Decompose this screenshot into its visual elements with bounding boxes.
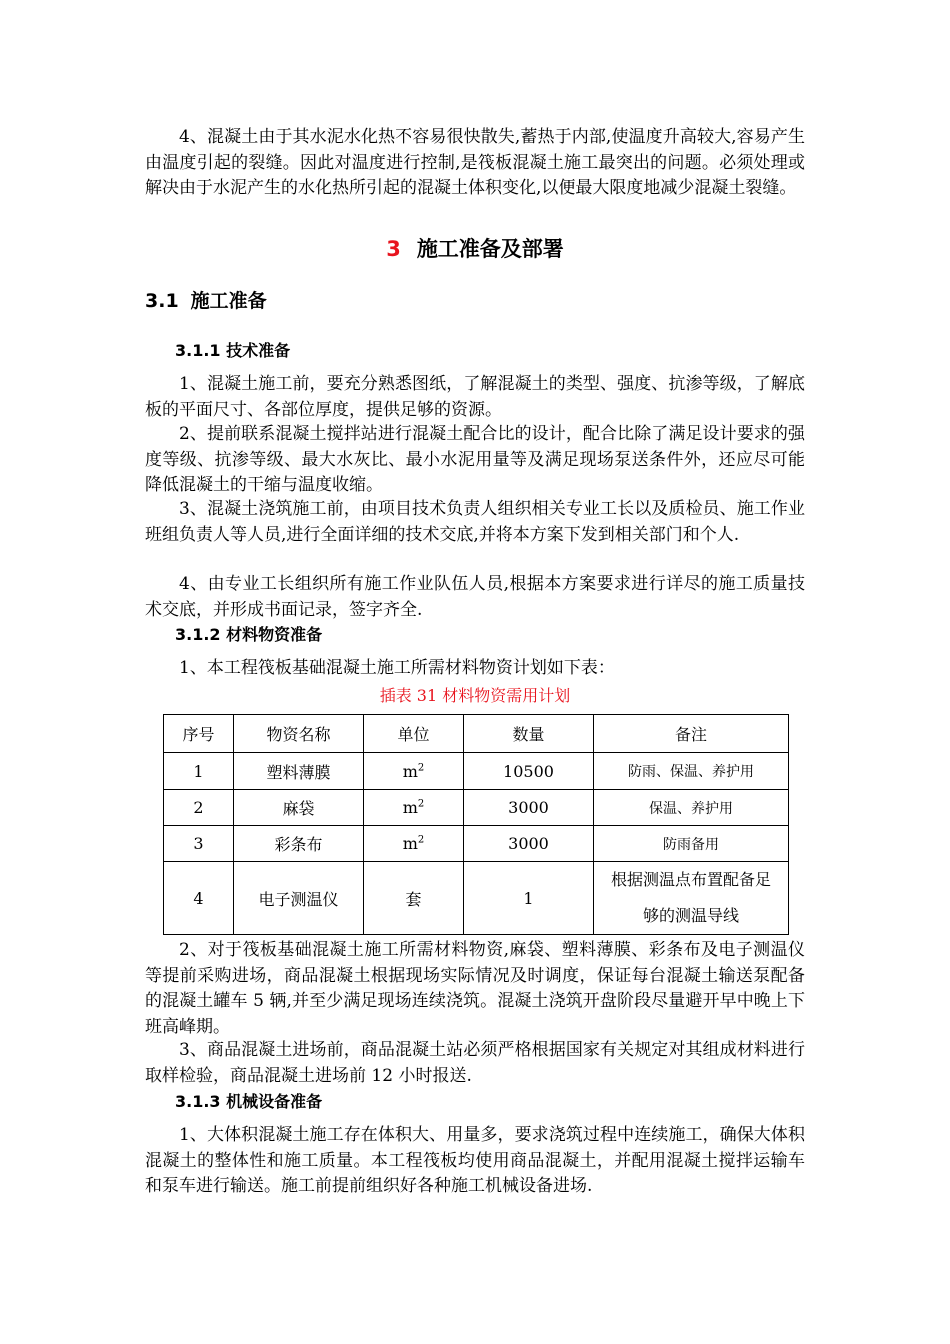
unit-text: m: [402, 761, 418, 781]
table-row: [164, 790, 789, 826]
subsection-material-prep: 3.1.2 材料物资准备: [175, 625, 323, 644]
cell-name: 麻袋: [234, 790, 364, 826]
header-cell: 数量: [464, 715, 594, 753]
cell-note: 防雨备用: [594, 826, 789, 862]
section-heading: [145, 286, 267, 313]
table-row: [164, 826, 789, 862]
paragraph-tech-2: 2、提前联系混凝土搅拌站进行混凝土配合比的设计，配合比除了满足设计要求的强度等级、抗渗等级、最大水灰比、最小水泥用量等及满足现场泵送条件外，还应尽可能降低混凝土的干缩与温度收缩。: [145, 424, 805, 495]
unit-text: m: [402, 798, 418, 817]
unit-superscript: 2: [417, 762, 425, 774]
cell-qty: 10500: [464, 753, 594, 790]
paragraph-material-3: 3、商品混凝土进场前，商品混凝土站必须严格根据国家有关规定对其组成材料进行取样检验，商品混凝土进场前 12 小时报送.: [145, 1040, 805, 1086]
header-cell: 序号: [164, 715, 234, 753]
table-row: [164, 753, 789, 790]
cell-note: 防雨、保温、养护用: [594, 753, 789, 790]
paragraph-temperature-cracks: 4、混凝土由于其水泥水化热不容易很快散失,蓄热于内部,使温度升高较大,容易产生由温度引起的裂缝。因此对温度进行控制,是筏板混凝土施工最突出的问题。必须处理或解决由于水泥产生的水化热所引起的混凝土体积变化,以便最大限度地减少混凝土裂缝。: [145, 127, 805, 198]
header-cell: 单位: [364, 715, 464, 753]
materials-table: [163, 714, 789, 935]
table-caption: 插表 31 材料物资需用计划: [379, 686, 571, 705]
subsection-technical-prep: 3.1.1 技术准备: [175, 341, 291, 360]
paragraph-machinery-1: 1、大体积混凝土施工存在体积大、用量多，要求浇筑过程中连续施工，确保大体积混凝土的整体性和施工质量。本工程筏板均使用商品混凝土，并配用混凝土搅拌运输车和泵车进行输送。施工前提前组织好各种施工机械设备进场.: [145, 1125, 805, 1196]
unit-superscript: 2: [417, 798, 425, 810]
section-number: 3.1: [145, 290, 179, 312]
chapter-title: 施工准备及部署: [416, 237, 564, 261]
table-row: [164, 862, 789, 935]
cell-unit: 套: [364, 862, 464, 935]
cell-note: 保温、养护用: [594, 790, 789, 826]
cell-no: 3: [164, 826, 234, 862]
section-title: 施工准备: [190, 290, 267, 312]
table-header-row: [164, 715, 789, 753]
unit-superscript: 2: [417, 834, 425, 846]
paragraph-tech-1: 1、混凝土施工前，要充分熟悉图纸，了解混凝土的类型、强度、抗渗等级，了解底板的平面尺寸、各部位厚度，提供足够的资源。: [145, 374, 805, 420]
cell-note: 根据测温点布置配备足够的测温导线: [594, 862, 789, 935]
paragraph-material-1: 1、本工程筏板基础混凝土施工所需材料物资计划如下表：: [179, 658, 615, 678]
cell-no: 4: [164, 862, 234, 935]
cell-no: 2: [164, 790, 234, 826]
header-cell: 备注: [594, 715, 789, 753]
chapter-heading: [0, 233, 950, 263]
paragraph-material-2: 2、对于筏板基础混凝土施工所需材料物资,麻袋、塑料薄膜、彩条布及电子测温仪等提前采购进场，商品混凝土根据现场实际情况及时调度，保证每台混凝土输送泵配备的混凝土罐车 5 辆,并至少满足现场连续浇筑。混凝土浇筑开盘阶段尽量避开早中晚上下班高峰期。: [145, 940, 805, 1037]
subsection-machinery-prep: 3.1.3 机械设备准备: [175, 1092, 323, 1111]
cell-unit: [364, 790, 464, 826]
chapter-number: 3: [386, 237, 401, 261]
cell-unit: [364, 826, 464, 862]
cell-qty: 3000: [464, 826, 594, 862]
cell-unit: [364, 753, 464, 790]
paragraph-tech-3: 3、混凝土浇筑施工前，由项目技术负责人组织相关专业工长以及质检员、施工作业班组负责人等人员,进行全面详细的技术交底,并将本方案下发到相关部门和个人.: [145, 499, 805, 545]
cell-qty: 3000: [464, 790, 594, 826]
paragraph-tech-4: 4、由专业工长组织所有施工作业队伍人员,根据本方案要求进行详尽的施工质量技术交底，并形成书面记录，签字齐全.: [145, 574, 805, 620]
unit-text: m: [402, 834, 418, 853]
header-cell: 物资名称: [234, 715, 364, 753]
cell-name: 塑料薄膜: [234, 753, 364, 790]
cell-no: 1: [164, 753, 234, 790]
cell-qty: 1: [464, 862, 594, 935]
cell-name: 彩条布: [234, 826, 364, 862]
cell-name: 电子测温仪: [234, 862, 364, 935]
